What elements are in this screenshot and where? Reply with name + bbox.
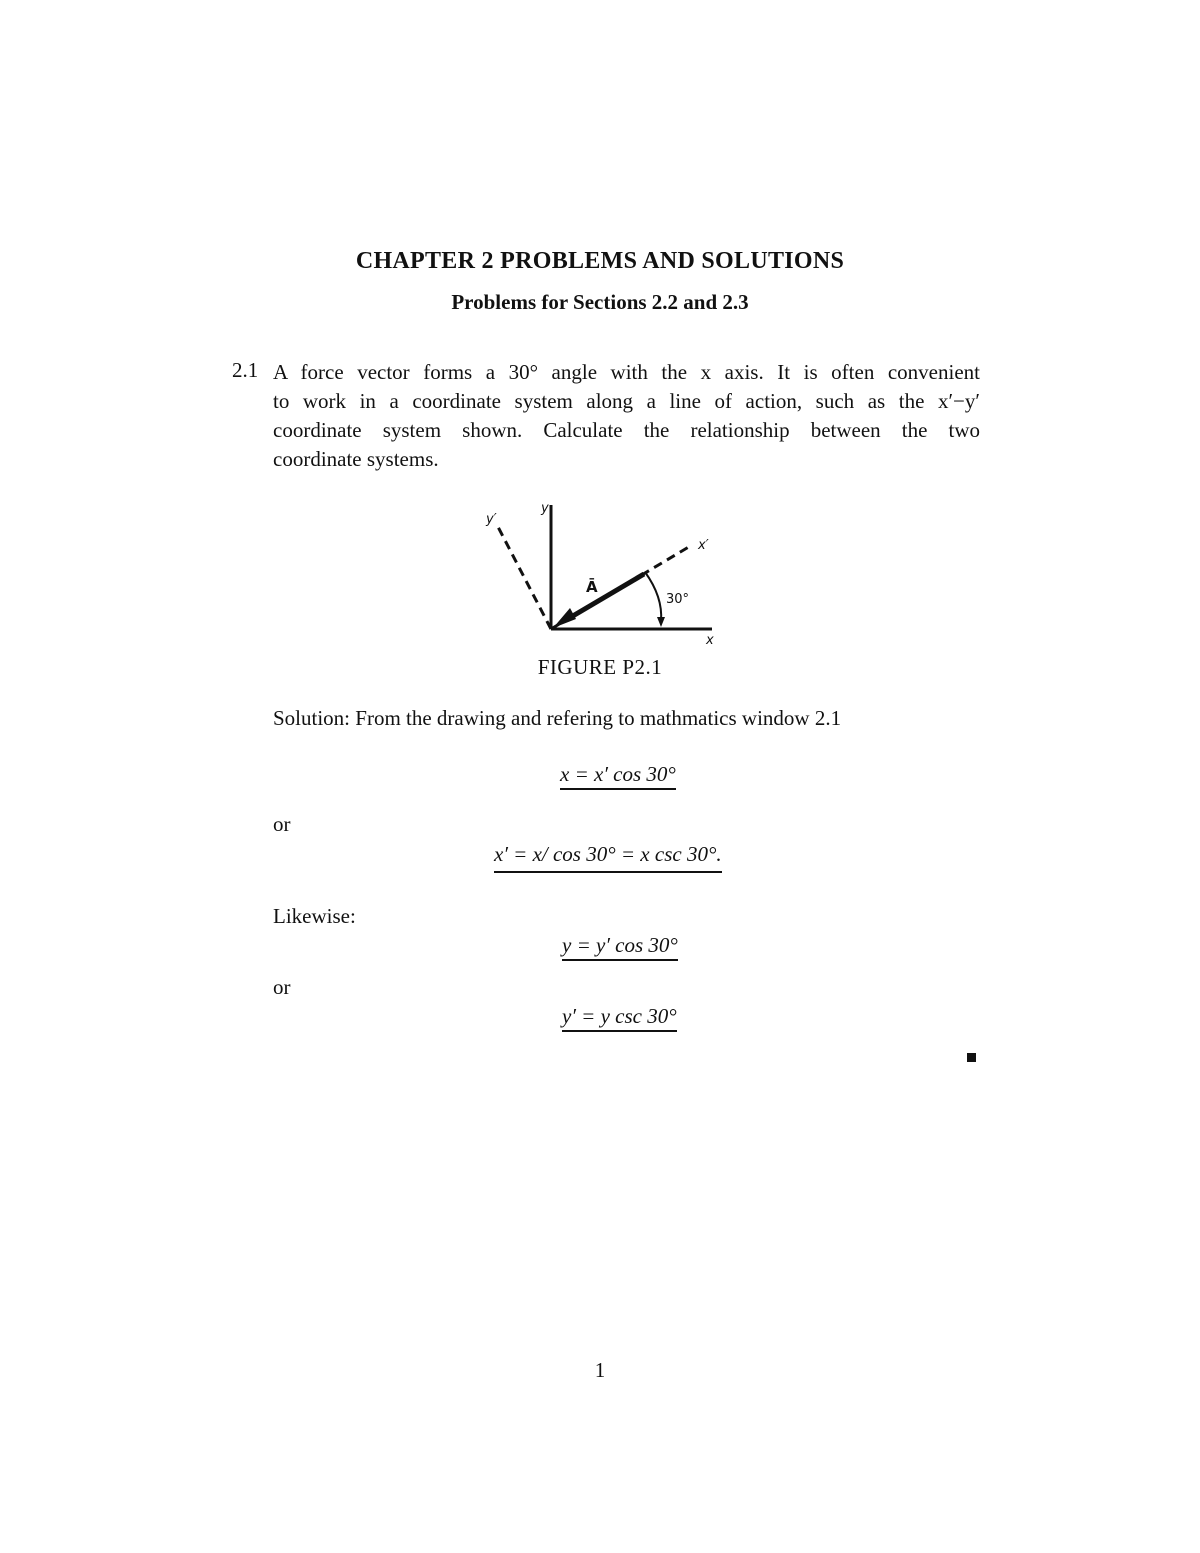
equation-1 [560, 762, 676, 787]
equation-4-text: y′ = y csc 30° [562, 1004, 677, 1032]
figure-caption: FIGURE P2.1 [537, 655, 663, 679]
equation-1-text: x = x′ cos 30° [560, 762, 676, 790]
problem-line: coordinate system shown. Calculate the relationship between the two [273, 418, 980, 442]
equation-3 [562, 933, 678, 958]
x-prime-label: x′ [698, 538, 709, 553]
or-text: or [273, 975, 291, 999]
problem-line: coordinate systems. [273, 447, 439, 471]
y-label: y [541, 501, 549, 516]
equation-2 [494, 842, 722, 867]
y-prime-axis [496, 523, 551, 629]
coordinate-figure [470, 495, 730, 655]
problem-number: 2.1 [232, 358, 259, 382]
angle-label: 30° [666, 592, 690, 607]
equation-3-text: y = y′ cos 30° [562, 933, 678, 961]
page-number: 1 [594, 1358, 606, 1382]
chapter-title: CHAPTER 2 PROBLEMS AND SOLUTIONS [355, 248, 845, 274]
qed-square [967, 1053, 976, 1062]
vector-a-arrowhead [553, 608, 576, 628]
solution-intro: Solution: From the drawing and refering to mathmatics window 2.1 [273, 706, 842, 730]
problem-statement [273, 358, 980, 474]
x-label: x [706, 633, 714, 648]
vector-a-arrow [566, 574, 644, 620]
equation-4 [562, 1004, 677, 1029]
section-title: Problems for Sections 2.2 and 2.3 [451, 290, 749, 314]
y-prime-label: y′ [486, 512, 497, 527]
likewise-text: Likewise: [273, 904, 356, 928]
problem-line: A force vector forms a 30° angle with the x axis. It is often convenient [273, 360, 980, 384]
angle-arc [645, 572, 661, 621]
or-text: or [273, 812, 291, 836]
equation-2-text: x′ = x/ cos 30° = x csc 30°. [494, 842, 722, 873]
angle-arc-arrowhead [657, 617, 665, 627]
vector-a-label: Ā [586, 578, 598, 596]
problem-line: to work in a coordinate system along a line of action, such as the x′−y′ [273, 389, 980, 413]
